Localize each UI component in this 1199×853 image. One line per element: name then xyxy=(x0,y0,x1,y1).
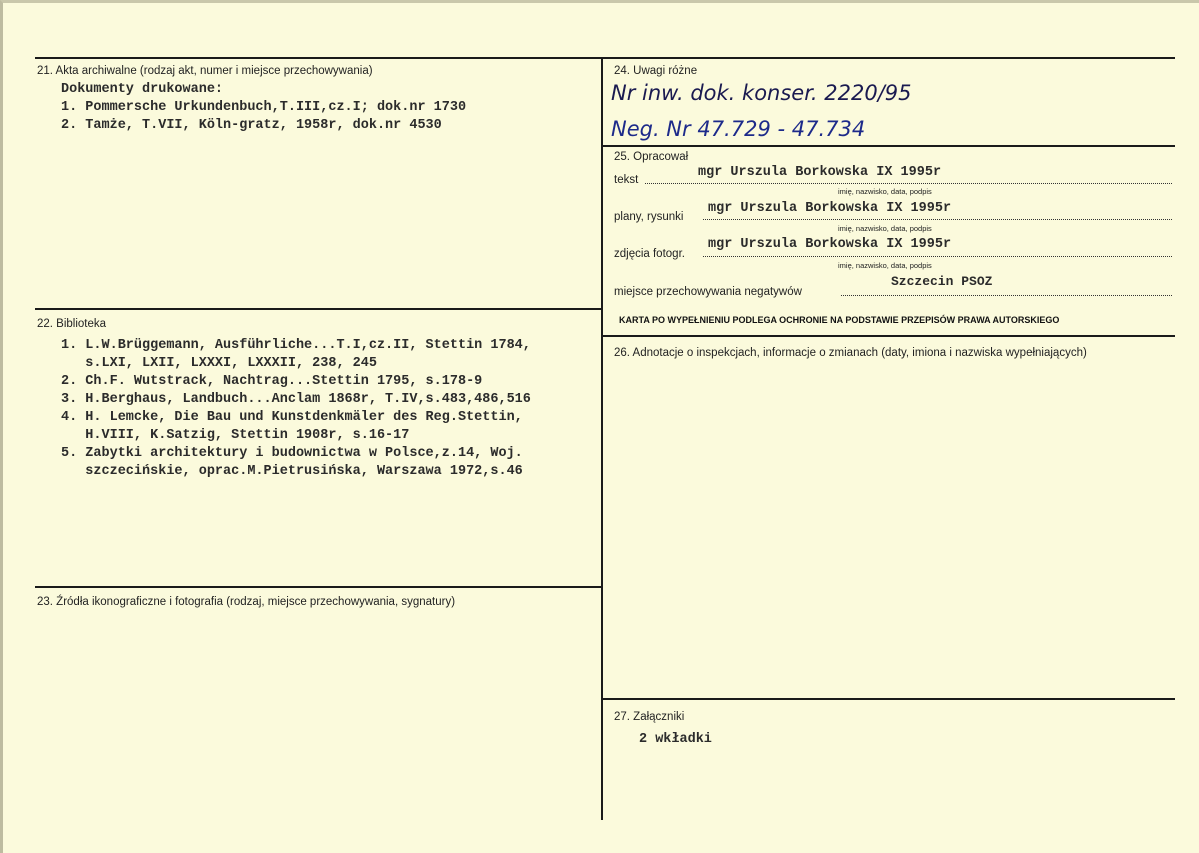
s25-tekst-line xyxy=(645,183,1172,184)
s26-heading: 26. Adnotacje o inspekcjach, informacje o zmianach (daty, imiona i nazwiska wypełniających) xyxy=(614,347,1087,359)
s25-negatywy-label: miejsce przechowywania negatywów xyxy=(614,286,802,298)
s25-caption-2: imię, nazwisko, data, podpis xyxy=(838,224,932,233)
s25-negatywy-line xyxy=(841,295,1172,296)
s22-line: 4. H. Lemcke, Die Bau und Kunstdenkmäler des Reg.Stettin, xyxy=(61,410,523,425)
s25-caption-3: imię, nazwisko, data, podpis xyxy=(838,261,932,270)
s27-heading: 27. Załączniki xyxy=(614,711,685,723)
s22-list xyxy=(61,337,531,481)
s22-line: 1. L.W.Brüggemann, Ausführliche...T.I,cz.II, Stettin 1784, xyxy=(61,338,531,353)
s22-line: s.LXI, LXII, LXXXI, LXXXII, 238, 245 xyxy=(61,356,377,371)
s25-plany-value: mgr Urszula Borkowska IX 1995r xyxy=(708,201,952,216)
s21-list xyxy=(61,81,466,135)
s21-line: 2. Tamże, T.VII, Köln-gratz, 1958r, dok.nr 4530 xyxy=(61,118,442,133)
s25-negatywy-value: Szczecin PSOZ xyxy=(891,274,993,289)
s25-zdjecia-label: zdjęcia fotogr. xyxy=(614,248,685,260)
top-rule xyxy=(35,57,1175,59)
s25-plany-label: plany, rysunki xyxy=(614,211,684,223)
s22-line: H.VIII, K.Satzig, Stettin 1908r, s.16-17 xyxy=(61,428,410,443)
s25-tekst-value: mgr Urszula Borkowska IX 1995r xyxy=(698,165,942,180)
s24-handwritten-inventory: Nr inw. dok. konser. 2220/95 xyxy=(611,81,912,105)
rule-21-22 xyxy=(35,308,601,310)
s25-copyright-notice: KARTA PO WYPEŁNIENIU PODLEGA OCHRONIE NA PODSTAWIE PRZEPISÓW PRAWA AUTORSKIEGO xyxy=(619,315,1060,325)
s21-line: 1. Pommersche Urkundenbuch,T.III,cz.I; dok.nr 1730 xyxy=(61,100,467,115)
s25-heading: 25. Opracował xyxy=(614,151,689,163)
s21-line: Dokumenty drukowane: xyxy=(61,82,224,97)
s21-heading: 21. Akta archiwalne (rodzaj akt, numer i miejsce przechowywania) xyxy=(37,65,373,77)
center-divider xyxy=(601,57,603,820)
s25-zdjecia-value: mgr Urszula Borkowska IX 1995r xyxy=(708,237,952,252)
s25-zdjecia-line xyxy=(703,256,1172,257)
s22-line: szczecińskie, oprac.M.Pietrusińska, Warszawa 1972,s.46 xyxy=(61,464,523,479)
s25-caption-1: imię, nazwisko, data, podpis xyxy=(838,187,932,196)
s25-tekst-label: tekst xyxy=(614,174,639,186)
s24-handwritten-negatives: Neg. Nr 47.729 - 47.734 xyxy=(611,117,866,141)
s22-line: 2. Ch.F. Wutstrack, Nachtrag...Stettin 1795, s.178-9 xyxy=(61,374,483,389)
s25-plany-line xyxy=(703,219,1172,220)
rule-22-23 xyxy=(35,586,601,588)
rule-26-27 xyxy=(603,698,1175,700)
s24-heading: 24. Uwagi różne xyxy=(614,65,698,77)
rule-25-26 xyxy=(603,335,1175,337)
s27-value: 2 wkładki xyxy=(639,732,712,747)
s22-line: 3. H.Berghaus, Landbuch...Anclam 1868r, T.IV,s.483,486,516 xyxy=(61,392,531,407)
rule-24-25 xyxy=(603,145,1175,147)
s23-heading: 23. Źródła ikonograficzne i fotografia (rodzaj, miejsce przechowywania, sygnatury) xyxy=(37,596,456,608)
s22-line: 5. Zabytki architektury i budownictwa w Polsce,z.14, Woj. xyxy=(61,446,523,461)
s22-heading: 22. Biblioteka xyxy=(37,318,107,330)
